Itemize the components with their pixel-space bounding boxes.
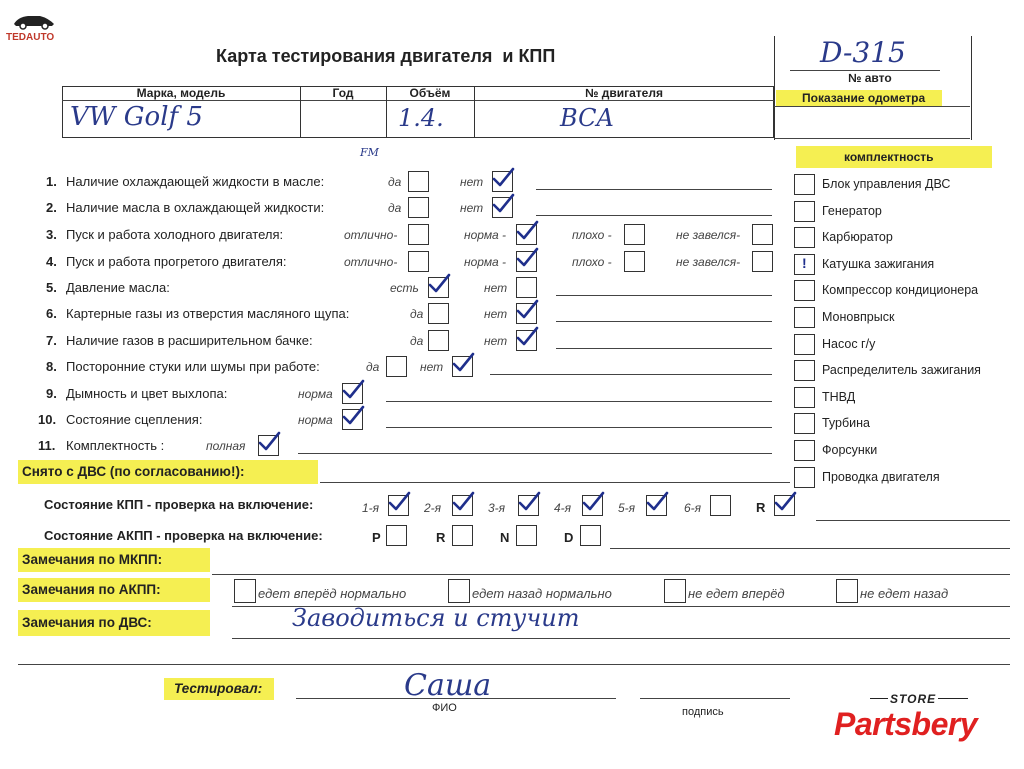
option-label: нет xyxy=(420,360,444,374)
gear-label: 5-я xyxy=(618,501,636,515)
header-engine-no: № двигателя xyxy=(585,86,663,100)
komplekt-checkbox[interactable] xyxy=(794,440,815,461)
komplekt-label: Катушка зажигания xyxy=(822,256,935,271)
check-number: 9. xyxy=(46,386,57,401)
option-checkbox[interactable] xyxy=(386,356,407,377)
page-title: Карта тестирования двигателя и КПП xyxy=(216,46,556,66)
akpp-mode-checkbox[interactable] xyxy=(452,525,473,546)
komplekt-checkbox[interactable] xyxy=(794,174,815,195)
check-number: 2. xyxy=(46,200,57,215)
check-number: 3. xyxy=(46,227,57,242)
akpp-mode-label: N xyxy=(500,530,510,545)
option-label: норма - xyxy=(464,228,507,242)
option-label: нет xyxy=(484,281,508,295)
option-checkbox[interactable] xyxy=(752,251,773,272)
check-label: Давление масла: xyxy=(66,280,170,295)
car-number-label: № авто xyxy=(848,71,892,85)
remarks-dvs-label: Замечания по ДВС: xyxy=(22,615,152,630)
akpp-remark-label: едет вперёд нормально xyxy=(258,586,407,601)
option-label: норма - xyxy=(464,255,507,269)
komplekt-label: Форсунки xyxy=(822,443,878,457)
gear-label: 3-я xyxy=(488,501,506,515)
komplekt-label: ТНВД xyxy=(822,389,856,404)
value-model: VW Golf 5 xyxy=(70,102,203,132)
remarks-mkpp-label: Замечания по МКПП: xyxy=(22,552,163,567)
akpp-label xyxy=(44,528,323,543)
option-label: норма xyxy=(298,387,333,401)
option-checkbox[interactable] xyxy=(408,197,429,218)
check-number: 11. xyxy=(38,438,56,453)
option-label: есть xyxy=(390,281,419,295)
gear-checkbox[interactable] xyxy=(518,495,539,516)
pen-scribble: FM xyxy=(360,146,379,159)
option-label: да xyxy=(410,334,424,348)
gear-checkbox[interactable] xyxy=(774,495,795,516)
car-number-value: D-315 xyxy=(820,36,906,69)
akpp-remark-label: едет назад нормально xyxy=(472,586,612,601)
removed-label: Снято с ДВС (по согласованию!): xyxy=(22,464,245,479)
option-label: норма xyxy=(298,413,333,427)
akpp-mode-label: P xyxy=(372,530,381,545)
option-label: плохо - xyxy=(572,255,612,269)
komplekt-label: Насос г/у xyxy=(822,336,876,351)
check-label: Наличие охлаждающей жидкости в масле: xyxy=(66,174,325,189)
check-number: 1. xyxy=(46,174,57,189)
option-checkbox[interactable] xyxy=(624,251,645,272)
option-checkbox[interactable] xyxy=(516,330,537,351)
akpp-mode-checkbox[interactable] xyxy=(580,525,601,546)
remarks-dvs-value: Заводиться и стучит xyxy=(292,604,580,632)
option-checkbox[interactable] xyxy=(342,383,363,404)
option-label: да xyxy=(366,360,380,374)
option-label: нет xyxy=(484,307,508,321)
check-label: Наличие газов в расширительном бачке: xyxy=(66,333,313,348)
option-checkbox[interactable] xyxy=(428,330,449,351)
check-label: Комплектность : xyxy=(66,438,165,453)
option-checkbox[interactable] xyxy=(408,171,429,192)
value-engine-no: BCA xyxy=(560,104,614,132)
check-number: 6. xyxy=(46,306,57,321)
option-checkbox[interactable] xyxy=(492,197,513,218)
option-label: да xyxy=(388,175,402,189)
akpp-remark-checkbox[interactable] xyxy=(836,579,858,603)
komplekt-label: Турбина xyxy=(822,416,870,431)
option-label: нет xyxy=(460,175,484,189)
check-number: 10. xyxy=(38,412,57,427)
gear-checkbox[interactable] xyxy=(646,495,667,516)
option-label: отлично- xyxy=(344,228,398,242)
komplekt-checkbox[interactable] xyxy=(794,467,815,488)
komplekt-label: Генератор xyxy=(822,203,882,218)
komplekt-mark: ! xyxy=(802,254,807,271)
option-checkbox[interactable] xyxy=(624,224,645,245)
gear-label: 6-я xyxy=(684,501,702,515)
kpp-label xyxy=(44,497,313,512)
tedauto-logo xyxy=(6,10,62,46)
komplekt-label: Компрессор кондиционера xyxy=(822,283,979,298)
check-label: Состояние сцепления: xyxy=(66,412,203,427)
check-label: Пуск и работа прогретого двигателя: xyxy=(66,254,287,269)
gear-label: 2-я xyxy=(424,501,442,515)
option-label: да xyxy=(388,201,402,215)
komplekt-checkbox[interactable] xyxy=(794,201,815,222)
komplekt-checkbox[interactable] xyxy=(794,307,815,328)
option-label: нет xyxy=(484,334,508,348)
check-number: 8. xyxy=(46,359,57,374)
option-checkbox[interactable] xyxy=(428,303,449,324)
komplekt-checkbox[interactable] xyxy=(794,360,815,381)
akpp-mode-checkbox[interactable] xyxy=(386,525,407,546)
check-label: Картерные газы из отверстия масляного щупа: xyxy=(66,306,350,321)
akpp-remark-checkbox[interactable] xyxy=(664,579,686,603)
komplekt-label: Карбюратор xyxy=(822,230,893,245)
komplekt-label: Распределитель зажигания xyxy=(822,363,981,378)
gear-checkbox[interactable] xyxy=(710,495,731,516)
car-icon xyxy=(12,10,56,30)
akpp-remark-checkbox[interactable] xyxy=(448,579,470,603)
akpp-mode-label: D xyxy=(564,530,574,545)
gear-label: R xyxy=(756,500,766,515)
option-label: отлично- xyxy=(344,255,398,269)
option-checkbox[interactable] xyxy=(752,224,773,245)
value-volume: 1.4. xyxy=(398,104,444,132)
header-volume: Объём xyxy=(409,86,451,100)
option-checkbox[interactable] xyxy=(516,303,537,324)
gear-checkbox[interactable] xyxy=(452,495,473,516)
fio-label: ФИО xyxy=(432,702,457,714)
akpp-label-text: Состояние АКПП - проверка на включение: xyxy=(44,528,323,543)
komplekt-label: Проводка двигателя xyxy=(822,469,940,484)
kpp-label-text: Состояние КПП - проверка на включение: xyxy=(44,497,314,512)
akpp-remark-label: не едет вперёд xyxy=(688,586,785,601)
akpp-remark-checkbox[interactable] xyxy=(234,579,256,603)
check-number: 5. xyxy=(46,280,57,295)
option-label: плохо - xyxy=(572,228,612,242)
komplekt-label: Блок управления ДВС xyxy=(822,177,951,191)
akpp-mode-checkbox[interactable] xyxy=(516,525,537,546)
option-checkbox[interactable] xyxy=(428,277,449,298)
option-label: не завелся- xyxy=(676,255,741,269)
option-checkbox[interactable] xyxy=(408,251,429,272)
option-label: да xyxy=(410,307,424,321)
komplekt-label: Моновпрыск xyxy=(822,310,895,324)
logo-text: TEDAUTO xyxy=(6,32,55,43)
option-checkbox[interactable] xyxy=(408,224,429,245)
option-checkbox[interactable] xyxy=(516,224,537,245)
komplekt-title: комплектность xyxy=(844,150,934,164)
gear-checkbox[interactable] xyxy=(388,495,409,516)
tested-name: Саша xyxy=(404,668,492,703)
option-label: не завелся- xyxy=(676,228,741,242)
header-model: Марка, модель xyxy=(136,86,226,100)
odometer-label: Показание одометра xyxy=(802,91,926,105)
remarks-akpp-label: Замечания по АКПП: xyxy=(22,582,161,597)
gear-label: 1-я xyxy=(362,501,380,515)
option-checkbox[interactable] xyxy=(258,435,279,456)
option-label: нет xyxy=(460,201,484,215)
option-checkbox[interactable] xyxy=(342,409,363,430)
komplekt-checkbox[interactable] xyxy=(794,280,815,301)
komplekt-checkbox[interactable] xyxy=(794,387,815,408)
gear-label: 4-я xyxy=(554,501,572,515)
check-label: Посторонние стуки или шумы при работе: xyxy=(66,359,320,374)
tested-label: Тестировал: xyxy=(174,681,263,696)
brand-name: Partsbery xyxy=(834,706,978,742)
check-label: Наличие масла в охлаждающей жидкости: xyxy=(66,200,325,215)
komplekt-checkbox[interactable] xyxy=(794,334,815,355)
brand-store: STORE xyxy=(890,692,937,706)
komplekt-checkbox[interactable] xyxy=(794,413,815,434)
check-label: Дымность и цвет выхлопа: xyxy=(66,386,228,401)
komplekt-checkbox[interactable] xyxy=(794,227,815,248)
option-checkbox[interactable] xyxy=(516,251,537,272)
option-label: полная xyxy=(206,439,246,453)
partsbery-logo xyxy=(830,690,1010,750)
option-checkbox[interactable] xyxy=(516,277,537,298)
akpp-remark-label: не едет назад xyxy=(860,586,949,601)
check-label: Пуск и работа холодного двигателя: xyxy=(66,227,284,242)
check-number: 4. xyxy=(46,254,57,269)
sign-label: подпись xyxy=(682,706,724,718)
akpp-mode-label: R xyxy=(436,530,446,545)
check-number: 7. xyxy=(46,333,57,348)
header-year: Год xyxy=(332,86,354,100)
option-checkbox[interactable] xyxy=(452,356,473,377)
gear-checkbox[interactable] xyxy=(582,495,603,516)
option-checkbox[interactable] xyxy=(492,171,513,192)
